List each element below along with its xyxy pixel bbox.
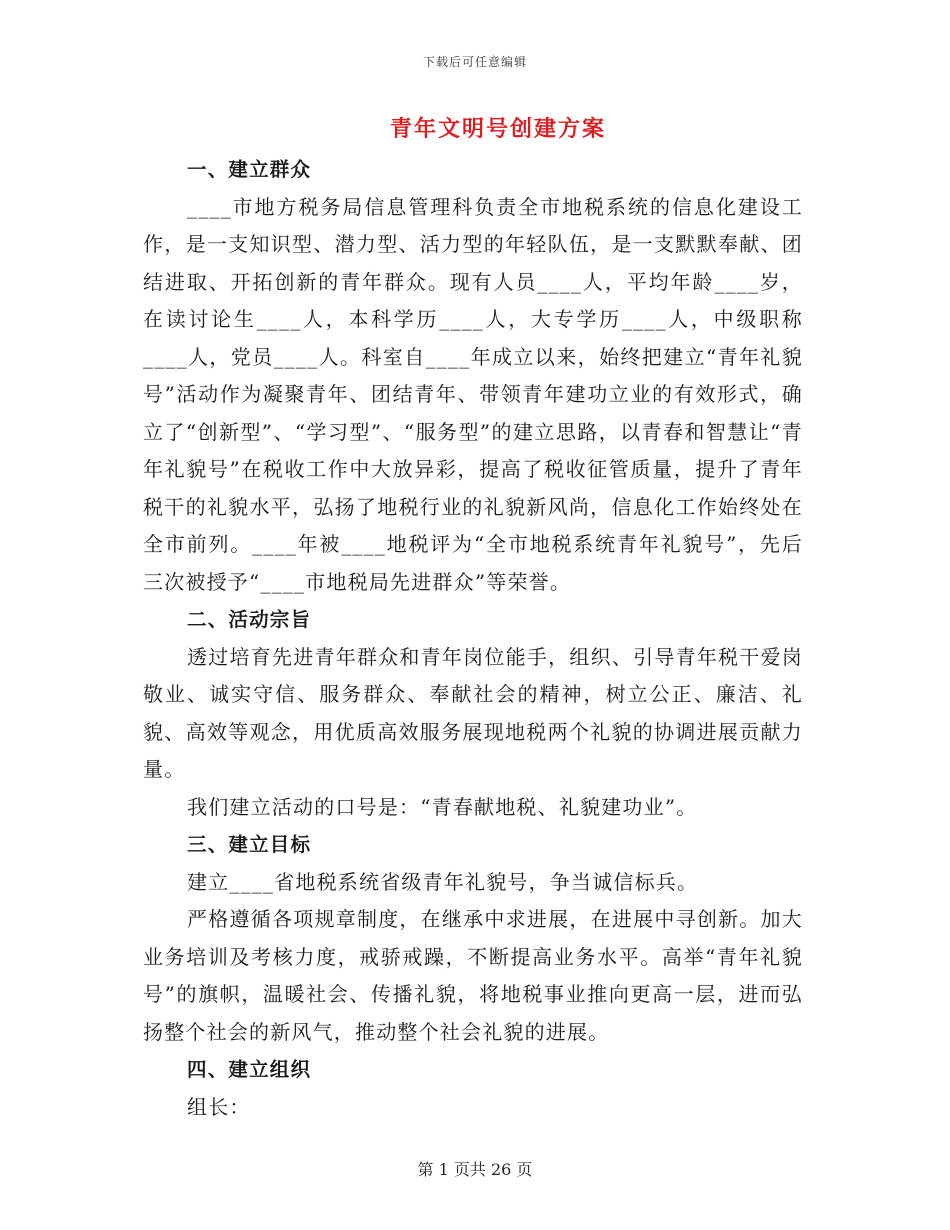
section-3-paragraph-2: 严格遵循各项规章制度，在继承中求进展，在进展中寻创新。加大业务培训及考核力度，戒骄戒躁，不断提高业务水平。高举“青年礼貌号”的旗帜，温暖社会、传播礼貌，将地税事业推向更高一层，进而弘扬整个社会的新风气，推动整个社会礼貌的进展。 bbox=[143, 907, 803, 1044]
section-2-paragraph-2: 我们建立活动的口号是：“青春献地税、礼貌建功业”。 bbox=[187, 794, 698, 819]
section-2-paragraph-1: 透过培育先进青年群众和青年岗位能手，组织、引导青年税干爱岗敬业、诚实守信、服务群众、奉献社会的精神，树立公正、廉洁、礼貌、高效等观念，用优质高效服务展现地税两个礼貌的协调进展贡献力量。 bbox=[143, 644, 803, 781]
section-heading-3: 三、建立目标 bbox=[187, 833, 312, 856]
page-number: 第 1 页共 26 页 bbox=[417, 1160, 533, 1179]
section-heading-2: 二、活动宗旨 bbox=[187, 608, 312, 631]
section-4-paragraph-1: 组长： bbox=[187, 1094, 251, 1119]
section-3-paragraph-1: 建立____省地税系统省级青年礼貌号，争当诚信标兵。 bbox=[187, 869, 699, 894]
section-1-paragraph-1: ____市地方税务局信息管理科负责全市地税系统的信息化建设工作，是一支知识型、潜力型、活力型的年轻队伍，是一支默默奉献、团结进取、开拓创新的青年群众。现有人员____人，平均年龄____岁，在读讨论生____人，本科学历____人，大专学历____人，中级职称____人，党员____人。科室自____年成立以来，始终把建立“青年礼貌号”活动作为凝聚青年、团结青年、带领青年建功立业的有效形式，确立了“创新型”、“学习型”、“服务型”的建立思路，以青春和智慧让“青年礼貌号”在税收工作中大放异彩，提高了税收征管质量，提升了青年税干的礼貌水平，弘扬了地税行业的礼貌新风尚，信息化工作始终处在全市前列。____年被____地税评为“全市地税系统青年礼貌号”，先后三次被授予“____市地税局先进群众”等荣誉。 bbox=[143, 194, 803, 594]
document-title: 青年文明号创建方案 bbox=[389, 117, 606, 142]
header-note: 下载后可任意编辑 bbox=[422, 55, 527, 69]
section-heading-1: 一、建立群众 bbox=[187, 158, 312, 181]
document-body bbox=[143, 151, 803, 1126]
section-heading-4: 四、建立组织 bbox=[187, 1058, 312, 1081]
